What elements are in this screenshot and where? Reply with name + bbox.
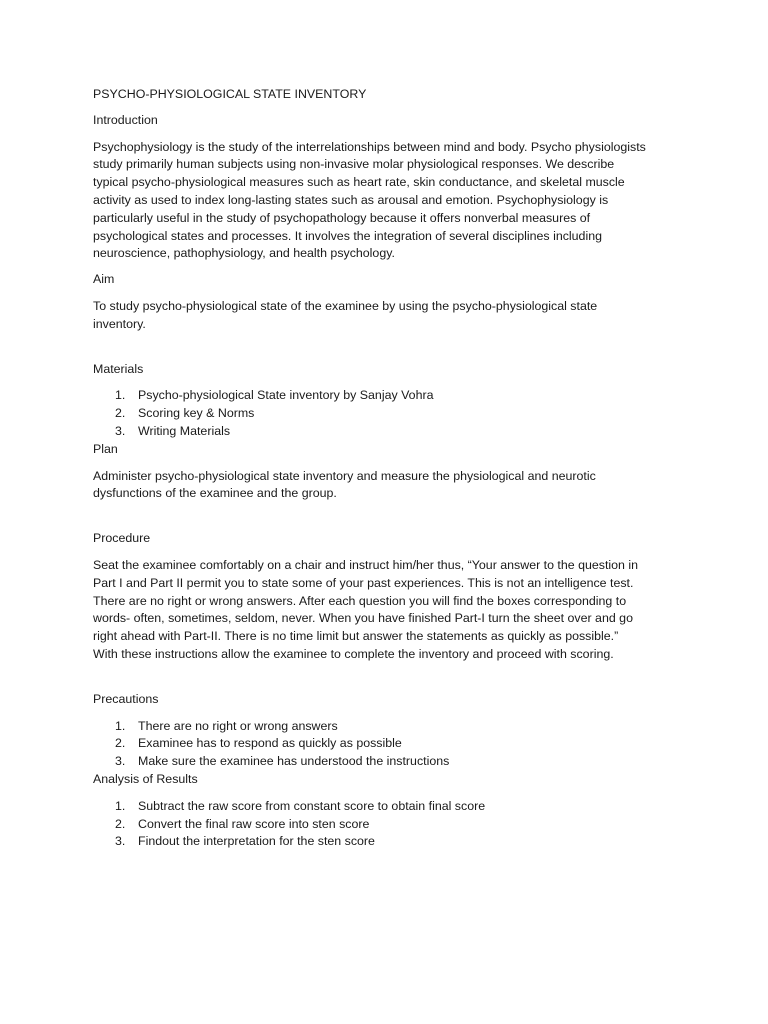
procedure-line: Seat the examinee comfortably on a chair and instruct him/her thus, “Your answer to the question in	[93, 557, 639, 572]
precautions-heading: Precautions	[93, 691, 159, 706]
list-number: 2.	[115, 736, 126, 751]
introduction-heading: Introduction	[93, 112, 158, 127]
list-number: 3.	[115, 754, 126, 769]
list-item-text: Writing Materials	[138, 423, 231, 438]
list-item	[93, 387, 683, 405]
document-title: PSYCHO-PHYSIOLOGICAL STATE INVENTORY	[93, 87, 367, 101]
plan-line: Administer psycho-physiological state inventory and measure the physiological and neurotic	[93, 468, 596, 483]
introduction-line: neuroscience, pathophysiology, and health psychology.	[93, 246, 395, 261]
list-item-text: Subtract the raw score from constant score to obtain final score	[138, 798, 486, 813]
list-item	[93, 753, 683, 771]
list-item	[93, 798, 683, 816]
introduction-line: psychological states and processes. It involves the integration of several disciplines including	[93, 228, 602, 243]
list-number: 1.	[115, 388, 126, 403]
materials-heading: Materials	[93, 361, 144, 376]
plan-line: dysfunctions of the examinee and the group.	[93, 486, 337, 501]
analysis-list	[93, 798, 683, 851]
aim-heading: Aim	[93, 272, 115, 287]
plan-paragraph	[93, 468, 683, 504]
list-item-text: There are no right or wrong answers	[138, 718, 338, 733]
list-number: 1.	[115, 798, 126, 813]
precautions-list	[93, 718, 683, 771]
procedure-paragraph	[93, 557, 683, 664]
aim-line: inventory.	[93, 316, 146, 331]
procedure-heading: Procedure	[93, 531, 151, 546]
list-item-text: Make sure the examinee has understood the instructions	[138, 754, 450, 769]
introduction-line: activity as used to index long-lasting states such as arousal and emotion. Psychophysiology is	[93, 192, 609, 207]
list-item-text: Scoring key & Norms	[138, 406, 255, 421]
introduction-line: particularly useful in the study of psychopathology because it offers nonverbal measures of	[93, 210, 591, 225]
materials-list	[93, 387, 683, 440]
list-item	[93, 405, 683, 423]
aim-line: To study psycho-physiological state of the examinee by using the psycho-physiological state	[93, 298, 598, 313]
list-item-text: Examinee has to respond as quickly as possible	[138, 736, 402, 751]
procedure-line: words- often, sometimes, seldom, never. When you have finished Part-I turn the sheet over and go	[93, 611, 633, 626]
procedure-line: right ahead with Part-II. There is no time limit but answer the statements as quickly as possible.”	[93, 629, 619, 644]
aim-paragraph	[93, 298, 683, 334]
list-item	[93, 423, 683, 441]
list-item-text: Convert the final raw score into sten score	[138, 816, 370, 831]
list-number: 1.	[115, 718, 126, 733]
plan-heading: Plan	[93, 441, 118, 456]
list-item-text: Findout the interpretation for the sten score	[138, 834, 375, 849]
list-number: 2.	[115, 816, 126, 831]
list-item	[93, 833, 683, 851]
introduction-line: study primarily human subjects using non-invasive molar physiological responses. We describe	[93, 157, 615, 172]
list-number: 3.	[115, 423, 126, 438]
introduction-line: Psychophysiology is the study of the interrelationships between mind and body. Psycho physiologists	[93, 139, 646, 154]
list-item	[93, 735, 683, 753]
list-item	[93, 816, 683, 834]
procedure-line: With these instructions allow the examinee to complete the inventory and proceed with scoring.	[93, 646, 614, 661]
introduction-paragraph	[93, 139, 683, 264]
document-page	[93, 86, 683, 851]
list-number: 3.	[115, 834, 126, 849]
analysis-heading: Analysis of Results	[93, 771, 198, 786]
procedure-line: There are no right or wrong answers. After each question you will find the boxes corresponding to	[93, 593, 627, 608]
list-number: 2.	[115, 406, 126, 421]
introduction-line: typical psycho-physiological measures such as heart rate, skin conductance, and skeletal muscle	[93, 175, 625, 190]
list-item-text: Psycho-physiological State inventory by Sanjay Vohra	[138, 388, 434, 403]
procedure-line: Part I and Part II permit you to state some of your past experiences. This is not an intelligence test.	[93, 575, 634, 590]
list-item	[93, 718, 683, 736]
